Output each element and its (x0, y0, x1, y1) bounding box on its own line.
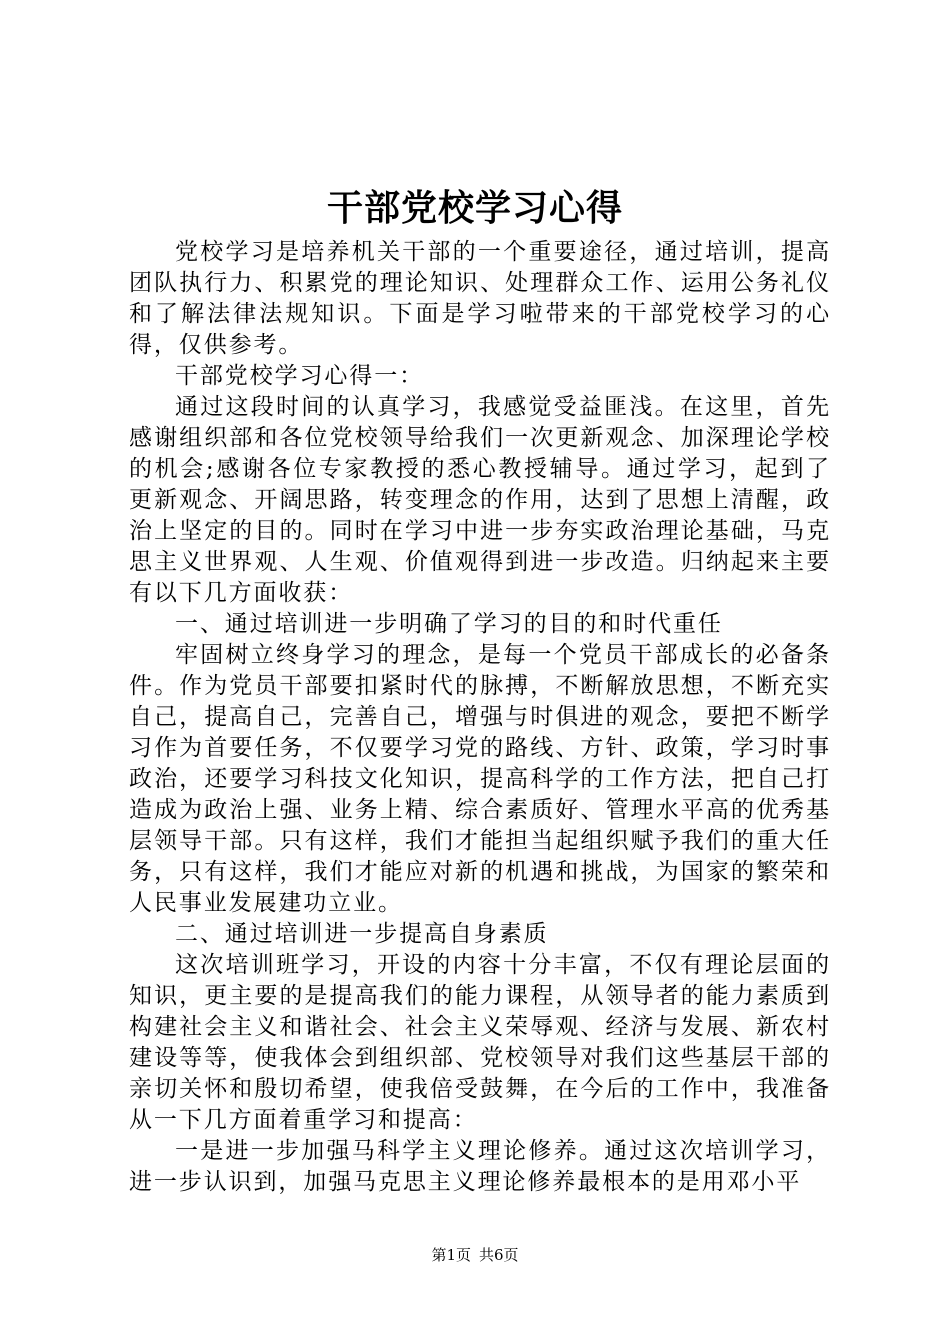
page-number: 第1页 (431, 1246, 471, 1264)
body-paragraph: 一是进一步加强马科学主义理论修养。通过这次培训学习，进一步认识到，加强马克思主义理论修养最根本的是用邓小平 (129, 1138, 831, 1195)
page-footer (0, 1243, 950, 1267)
subheading-two: 二、通过培训进一步提高自身素质 (175, 921, 549, 947)
intro-paragraph: 党校学习是培养机关干部的一个重要途径，通过培训，提高团队执行力、积累党的理论知识、处理群众工作、运用公务礼仪和了解法律法规知识。下面是学习啦带来的干部党校学习的心得，仅供参考。 (129, 239, 831, 358)
document-body (129, 237, 831, 1198)
section-heading-part-one: 干部党校学习心得一： (175, 363, 424, 389)
page-total: 共6页 (479, 1246, 519, 1264)
subheading-one: 一、通过培训进一步明确了学习的目的和时代重任 (175, 611, 723, 637)
body-paragraph: 这次培训班学习，开设的内容十分丰富，不仅有理论层面的知识，更主要的是提高我们的能力课程，从领导者的能力素质到构建社会主义和谐社会、社会主义荣辱观、经济与发展、新农村建设等等，使我体会到组织部、党校领导对我们这些基层干部的亲切关怀和殷切希望，使我倍受鼓舞，在今后的工作中，我准备从一下几方面着重学习和提高： (129, 952, 831, 1133)
body-paragraph: 通过这段时间的认真学习，我感觉受益匪浅。在这里，首先感谢组织部和各位党校领导给我们一次更新观念、加深理论学校的机会;感谢各位专家教授的悉心教授辅导。通过学习，起到了更新观念、开阔思路，转变理念的作用，达到了思想上清醒，政治上坚定的目的。同时在学习中进一步夯实政治理论基础，马克思主义世界观、人生观、价值观得到进一步改造。归纳起来主要有以下几方面收获： (129, 394, 831, 606)
document-title: 干部党校学习心得 (326, 187, 623, 229)
body-paragraph: 牢固树立终身学习的理念，是每一个党员干部成长的必备条件。作为党员干部要扣紧时代的脉搏，不断解放思想，不断充实自己，提高自己，完善自己，增强与时俱进的观念，要把不断学习作为首要任务，不仅要学习党的路线、方针、政策，学习时事政治，还要学习科技文化知识，提高科学的工作方法，把自己打造成为政治上强、业务上精、综合素质好、管理水平高的优秀基层领导干部。只有这样，我们才能担当起组织赋予我们的重大任务，只有这样，我们才能应对新的机遇和挑战，为国家的繁荣和人民事业发展建功立业。 (129, 642, 831, 916)
